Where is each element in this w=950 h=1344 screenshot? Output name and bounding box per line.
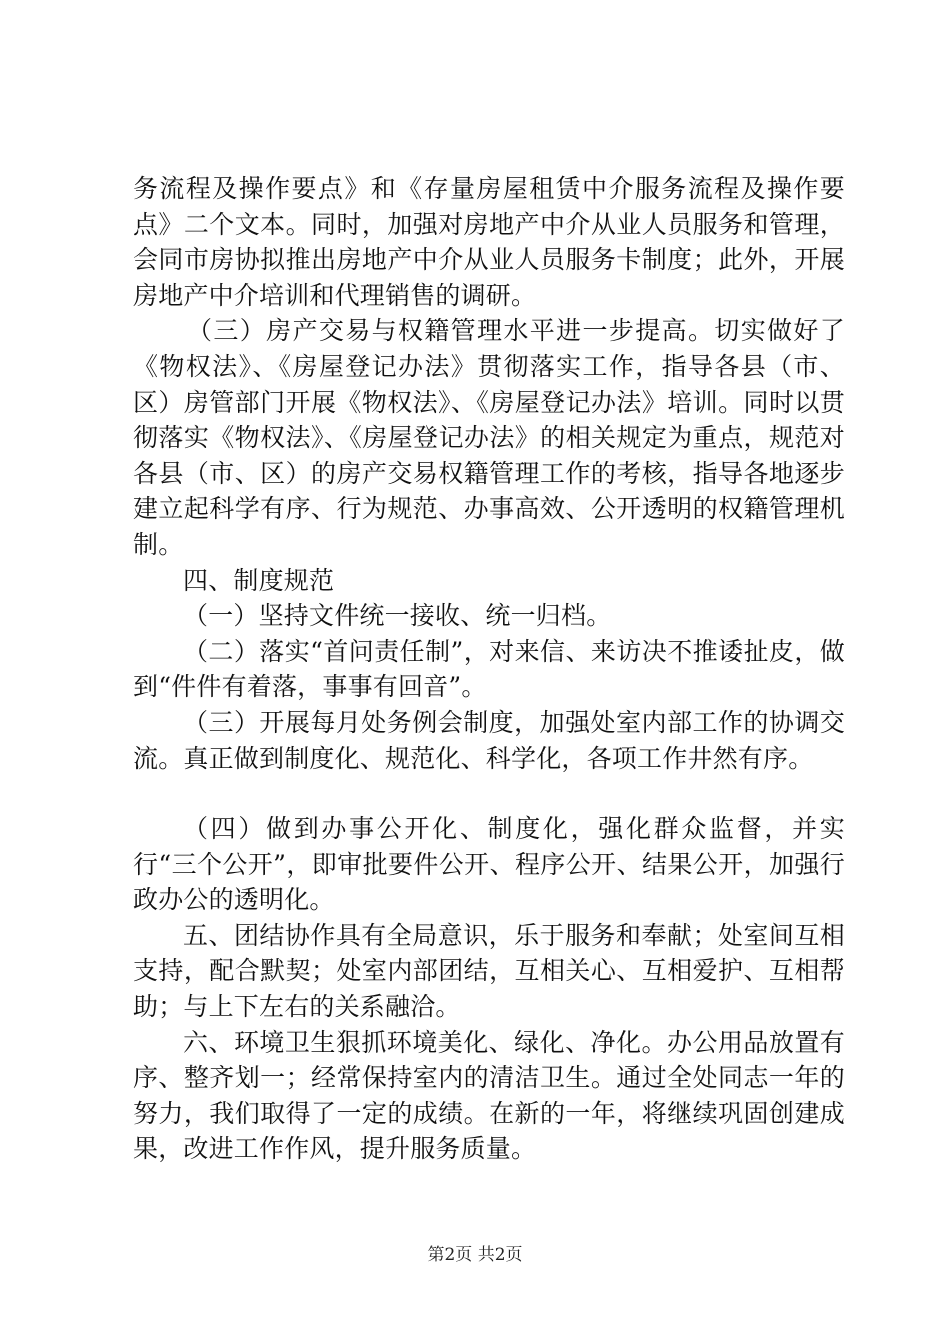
paragraph-intermediary-continued: 务流程及操作要点》和《存量房屋租赁中介服务流程及操作要点》二个文本。同时，加强对房地产中介从业人员服务和管理，会同市房协拟推出房地产中介从业人员服务卡制度；此外，开展房地产中介培训和代理销售的调研。 — [133, 174, 845, 310]
paragraph-transaction-management: （三）房产交易与权籍管理水平进一步提高。切实做好了《物权法》、《房屋登记办法》贯彻落实工作，指导各县（市、区）房管部门开展《物权法》、《房屋登记办法》培训。同时以贯彻落实《物权法》、《房屋登记办法》的相关规定为重点，规范对各县（市、区）的房产交易权籍管理工作的考核，指导各地逐步建立起科学有序、行为规范、办事高效、公开透明的权籍管理机制。 — [133, 316, 845, 559]
paragraph-rule-4: （四）做到办事公开化、制度化，强化群众监督，并实行“三个公开”，即审批要件公开、程序公开、结果公开，加强行政办公的透明化。 — [133, 814, 845, 915]
document-body — [133, 171, 845, 1167]
paragraph-spacer — [133, 776, 845, 811]
paragraph-rule-3: （三）开展每月处务例会制度，加强处室内部工作的协调交流。真正做到制度化、规范化、科学化，各项工作井然有序。 — [133, 707, 845, 773]
section-heading-system-rules: 四、制度规范 — [183, 565, 335, 595]
paragraph-unity-cooperation: 五、团结协作具有全局意识，乐于服务和奉献；处室间互相支持，配合默契；处室内部团结，互相关心、互相爱护、互相帮助；与上下左右的关系融洽。 — [133, 920, 845, 1022]
paragraph-environment-hygiene: 六、环境卫生狠抓环境美化、绿化、净化。办公用品放置有序、整齐划一；经常保持室内的清洁卫生。通过全处同志一年的努力，我们取得了一定的成绩。在新的一年，将继续巩固创建成果，改进工作作风，提升服务质量。 — [133, 1027, 845, 1164]
page-number-footer: 第2页 共2页 — [427, 1245, 523, 1265]
paragraph-rule-2: （二）落实“首问责任制”，对来信、来访决不推诿扯皮，做到“件件有着落，事事有回音”。 — [133, 636, 845, 702]
paragraph-rule-1: （一）坚持文件统一接收、统一归档。 — [183, 601, 612, 631]
